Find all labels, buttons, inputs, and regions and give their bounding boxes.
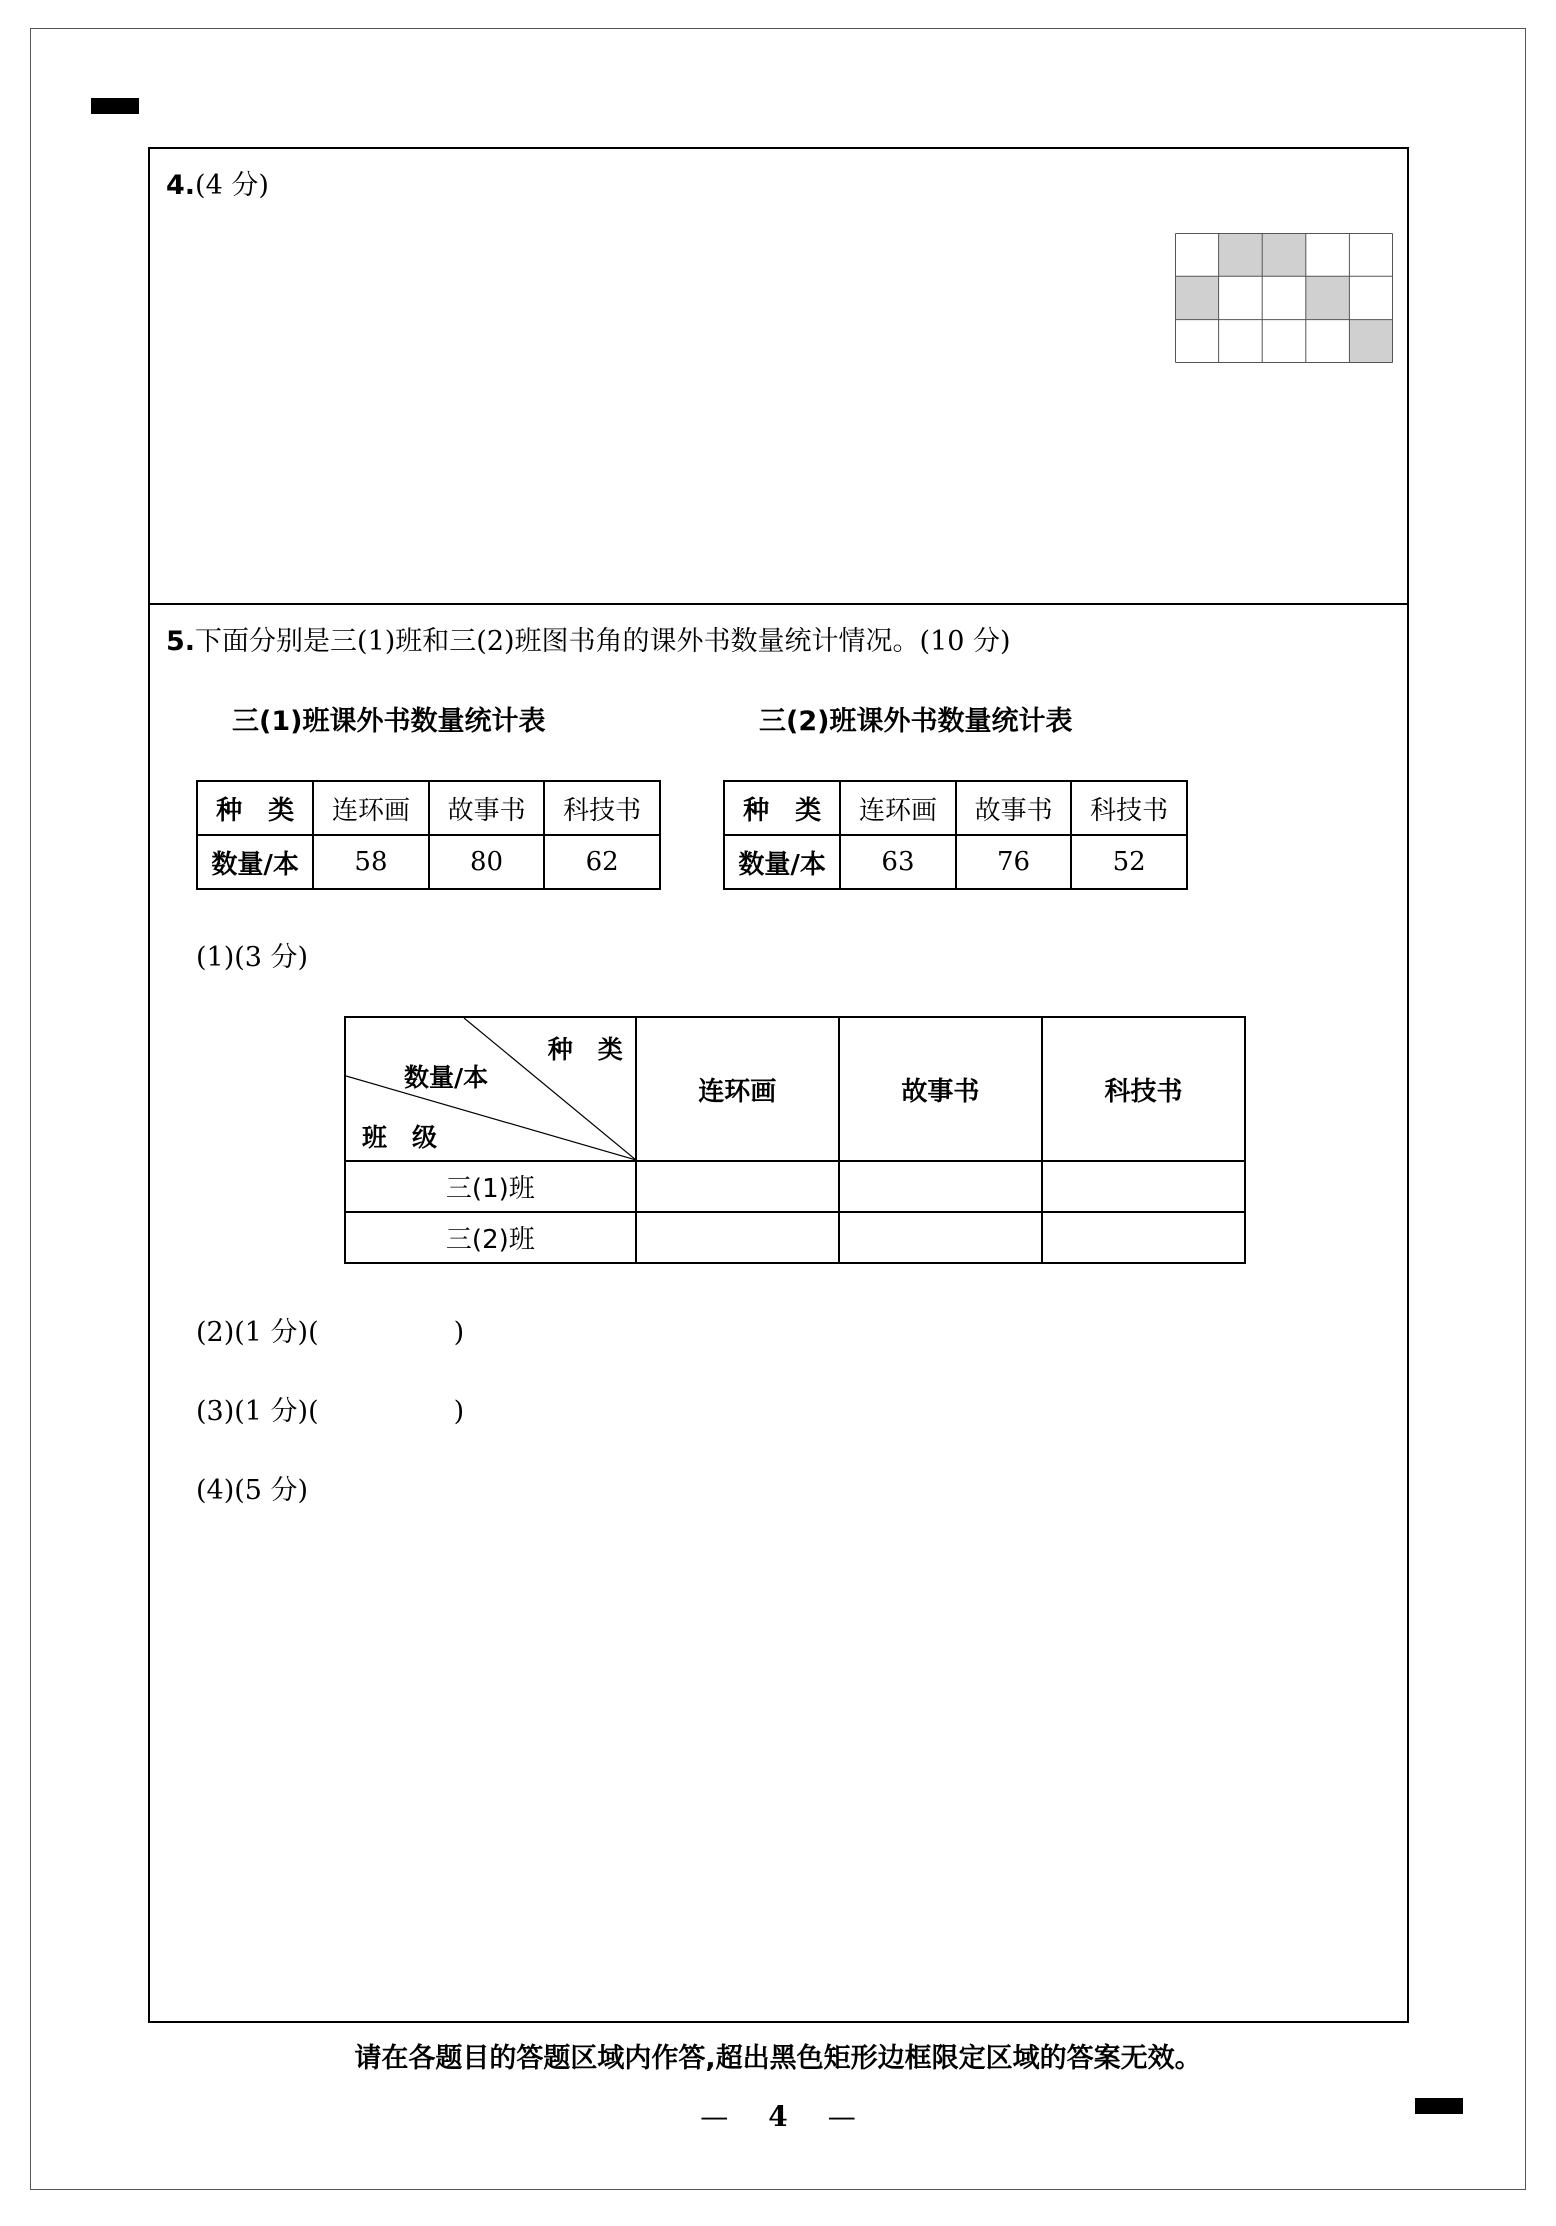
- table-row: [724, 781, 1187, 835]
- table2-header-kind: 种 类: [724, 781, 840, 835]
- grid-shaded-cell: [1175, 276, 1219, 319]
- table-row: [197, 835, 660, 889]
- column-header: 连环画: [636, 1017, 839, 1161]
- table2-cell: 52: [1071, 835, 1187, 889]
- grid-shaded-cell: [1262, 233, 1306, 276]
- q5-answer-box[interactable]: [148, 603, 1409, 2023]
- table-row: [345, 1212, 1245, 1263]
- page-dash-right: —: [827, 2100, 856, 2133]
- table2-title: 三(2)班课外书数量统计表: [759, 706, 1073, 737]
- table1: [196, 780, 661, 890]
- grid-shaded-cell: [1349, 320, 1393, 363]
- answer-cell[interactable]: [839, 1161, 1042, 1212]
- corner-label-kind: 种 类: [547, 1035, 623, 1064]
- table2-header: 科技书: [1071, 781, 1187, 835]
- grid-shaded-cell: [1219, 233, 1263, 276]
- table2-header: 连环画: [840, 781, 956, 835]
- table1-cell: 62: [544, 835, 660, 889]
- table-row: [724, 835, 1187, 889]
- column-header: 科技书: [1042, 1017, 1245, 1161]
- grid-shaded-cell: [1306, 276, 1350, 319]
- table-row: [197, 781, 660, 835]
- q4-grid-figure: [1175, 233, 1393, 363]
- answer-cell[interactable]: [839, 1212, 1042, 1263]
- table1-cell: 80: [429, 835, 545, 889]
- table1-header: 科技书: [544, 781, 660, 835]
- answer-cell[interactable]: [1042, 1161, 1245, 1212]
- table2-row-label: 数量/本: [724, 835, 840, 889]
- combined-answer-table: [344, 1016, 1246, 1264]
- q4-score: (4 分): [195, 170, 269, 201]
- page-number: 4: [768, 2100, 788, 2133]
- q4-answer-box[interactable]: [148, 147, 1409, 605]
- sub-question-1: (1)(3 分): [196, 942, 309, 973]
- sub-question-3: (3)(1 分)( ): [196, 1396, 465, 1427]
- table2-header: 故事书: [956, 781, 1072, 835]
- column-header: 故事书: [839, 1017, 1042, 1161]
- answer-cell[interactable]: [636, 1212, 839, 1263]
- q4-heading: [166, 163, 269, 202]
- table2-cell: 76: [956, 835, 1072, 889]
- table-row: [345, 1017, 1245, 1161]
- diagonal-corner-cell: [345, 1017, 636, 1161]
- footer-notice: 请在各题目的答题区域内作答,超出黑色矩形边框限定区域的答案无效。: [354, 2043, 1202, 2074]
- table1-row-label: 数量/本: [197, 835, 313, 889]
- row-label-class2: 三(2)班: [345, 1212, 636, 1263]
- table2-cell: 63: [840, 835, 956, 889]
- q5-heading: [166, 619, 1011, 658]
- table1-header-kind: 种 类: [197, 781, 313, 835]
- table1-title: 三(1)班课外书数量统计表: [232, 706, 546, 737]
- corner-label-quantity: 数量/本: [404, 1063, 489, 1092]
- q5-prompt: 下面分别是三(1)班和三(2)班图书角的课外书数量统计情况。(10 分): [195, 626, 1011, 657]
- page-number-line: [0, 2100, 1556, 2133]
- sub-question-2: (2)(1 分)( ): [196, 1317, 465, 1348]
- page-dash-left: —: [700, 2100, 729, 2133]
- q5-number: 5.: [166, 626, 196, 657]
- answer-cell[interactable]: [1042, 1212, 1245, 1263]
- q4-grid-svg: [1175, 233, 1393, 363]
- corner-label-class: 班 级: [362, 1123, 438, 1152]
- table1-cell: 58: [313, 835, 429, 889]
- table1-header: 故事书: [429, 781, 545, 835]
- table1-header: 连环画: [313, 781, 429, 835]
- sub-question-4: (4)(5 分): [196, 1475, 309, 1506]
- q4-number: 4.: [166, 170, 196, 201]
- table2: [723, 780, 1188, 890]
- row-label-class1: 三(1)班: [345, 1161, 636, 1212]
- corner-mark-top-left: [91, 98, 139, 114]
- table-row: [345, 1161, 1245, 1212]
- answer-cell[interactable]: [636, 1161, 839, 1212]
